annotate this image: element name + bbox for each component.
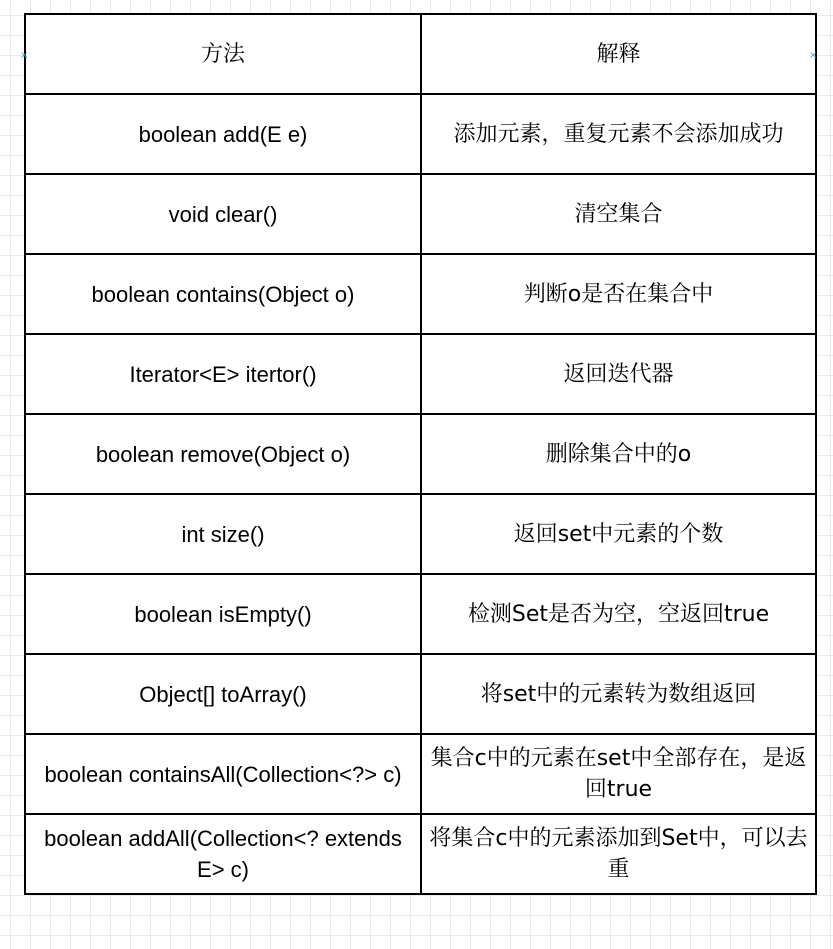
table-row (25, 814, 816, 894)
set-methods-table (24, 13, 817, 895)
method-cell: Iterator<E> itertor() (25, 334, 421, 414)
method-cell: boolean isEmpty() (25, 574, 421, 654)
selection-handle-icon[interactable]: × (809, 50, 818, 61)
explanation-cell: 返回迭代器 (421, 334, 816, 414)
explanation-cell: 将集合c中的元素添加到Set中，可以去重 (421, 814, 816, 894)
table-row (25, 94, 816, 174)
explanation-cell: 添加元素，重复元素不会添加成功 (421, 94, 816, 174)
method-cell: int size() (25, 494, 421, 574)
explanation-cell: 集合c中的元素在set中全部存在，是返回true (421, 734, 816, 814)
explanation-cell: 检测Set是否为空，空返回true (421, 574, 816, 654)
explanation-cell: 判断o是否在集合中 (421, 254, 816, 334)
table-row (25, 574, 816, 654)
table-row (25, 174, 816, 254)
method-cell: boolean add(E e) (25, 94, 421, 174)
table-row (25, 734, 816, 814)
method-cell: void clear() (25, 174, 421, 254)
method-cell: boolean remove(Object o) (25, 414, 421, 494)
table-row (25, 254, 816, 334)
method-cell: boolean containsAll(Collection<?> c) (25, 734, 421, 814)
table-row (25, 414, 816, 494)
explanation-cell: 清空集合 (421, 174, 816, 254)
method-cell: Object[] toArray() (25, 654, 421, 734)
method-cell: boolean contains(Object o) (25, 254, 421, 334)
header-explanation: 解释 (421, 14, 816, 94)
selection-handle-icon[interactable]: × (20, 50, 29, 61)
table-row (25, 654, 816, 734)
table-row (25, 334, 816, 414)
explanation-cell: 将set中的元素转为数组返回 (421, 654, 816, 734)
explanation-cell: 删除集合中的o (421, 414, 816, 494)
explanation-cell: 返回set中元素的个数 (421, 494, 816, 574)
header-method: 方法 (25, 14, 421, 94)
method-cell: boolean addAll(Collection<? extends E> c) (25, 814, 421, 894)
table-row (25, 494, 816, 574)
method-table-container (24, 13, 818, 895)
table-header-row (25, 14, 816, 94)
